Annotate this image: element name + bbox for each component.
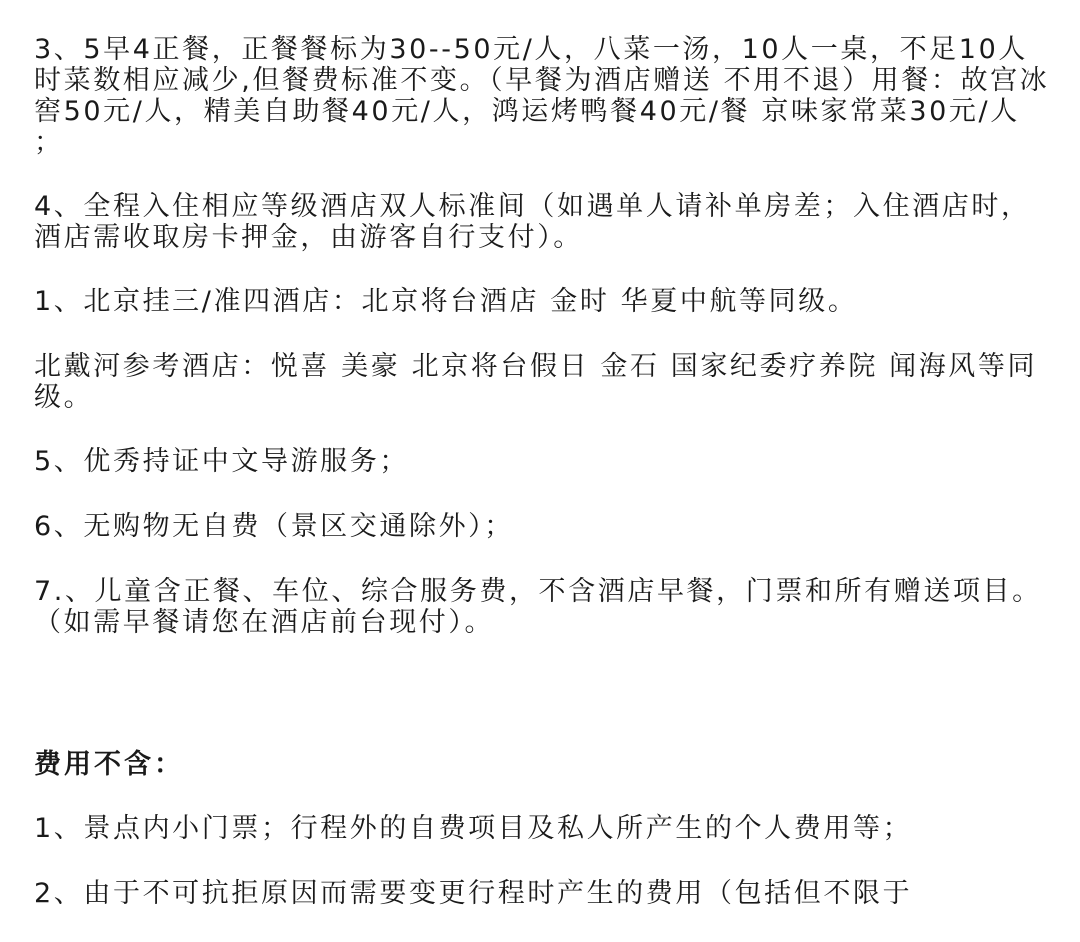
partial-top-line (34, 0, 1052, 1)
excluded-item-2: 2、由于不可抗拒原因而需要变更行程时产生的费用（包括但不限于 (34, 878, 913, 909)
guide-item: 5、优秀持证中文导游服务； (34, 446, 409, 477)
section-spacer (34, 671, 1052, 749)
beijing-hotel-item: 1、北京挂三/准四酒店：北京将台酒店 金时 华夏中航等同级。 (34, 286, 858, 317)
children-item: 7.、儿童含正餐、车位、综合服务费，不含酒店早餐，门票和所有赠送项目。（如需早餐请您在酒店前台现付）。 (34, 576, 1042, 638)
beidaihe-hotel-item: 北戴河参考酒店：悦喜 美豪 北京将台假日 金石 国家纪委疗养院 闻海风等同级。 (34, 351, 1038, 413)
hotel-item: 4、全程入住相应等级酒店双人标准间（如遇单人请补单房差；入住酒店时，酒店需收取房卡押金，由游客自行支付）。 (34, 191, 1031, 253)
meal-item: 3、5早4正餐，正餐餐标为30--50元/人，八菜一汤，10人一桌，不足10人时菜数相应减少,但餐费标准不变。（早餐为酒店赠送 不用不退）用餐：故宫冰窖50元/人，精美自助餐40元/人，鸿运烤鸭餐40元/餐 京味家常菜30元/人 ； (34, 34, 1050, 158)
excluded-item-1: 1、景点内小门票；行程外的自费项目及私人所产生的个人费用等； (34, 813, 913, 844)
document-page (34, 0, 1052, 942)
no-shopping-item: 6、无购物无自费（景区交通除外）； (34, 511, 514, 542)
excluded-section-title: 费用不含： (34, 749, 184, 780)
